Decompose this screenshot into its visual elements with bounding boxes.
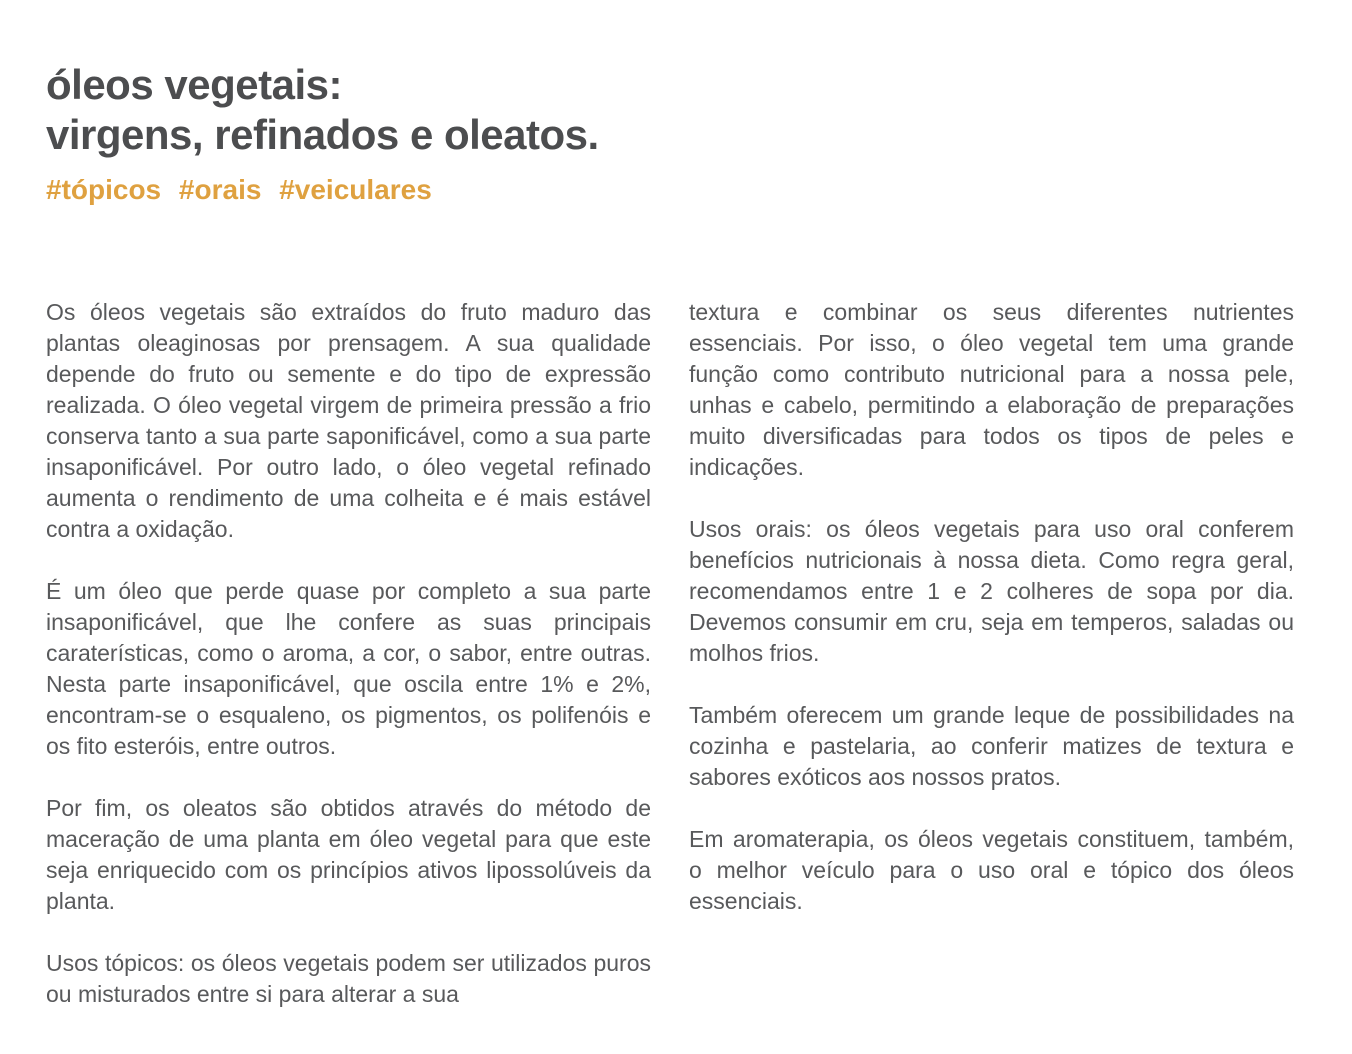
left-column [46, 297, 651, 1010]
paragraph: Os óleos vegetais são extraídos do fruto maduro das plantas oleaginosas por prensagem. A sua qualidade depende do fruto ou semente e do tipo de expressão realizada. O óleo vegetal virgem de primeira pressão a frio conserva tanto a sua parte saponificável, como a sua parte insaponificável. Por outro lado, o óleo vegetal refinado aumenta o rendimento de uma colheita e é mais estável contra a oxidação. [46, 299, 651, 542]
paragraph: Em aromaterapia, os óleos vegetais constituem, também, o melhor veículo para o uso oral e tópico dos óleos essenciais. [689, 826, 1294, 914]
article-columns [46, 297, 1294, 1010]
hashtag-orais: #orais [178, 174, 262, 205]
paragraph: É um óleo que perde quase por completo a sua parte insaponificável, que lhe confere as suas principais caraterísticas, como o aroma, a cor, o sabor, entre outras. Nesta parte insaponificável, que oscila entre 1% e 2%, encontram-se o esqualeno, os pigmentos, os polifenóis e os fito esteróis, entre outros. [46, 578, 651, 759]
paragraph: textura e combinar os seus diferentes nutrientes essenciais. Por isso, o óleo vegetal tem uma grande função como contributo nutricional para a nossa pele, unhas e cabelo, permitindo a elaboração de preparações muito diversificadas para todos os tipos de peles e indicações. [689, 299, 1294, 480]
paragraph: Usos tópicos: os óleos vegetais podem ser utilizados puros ou misturados entre si para alterar a sua [46, 950, 651, 1007]
hashtag-list [46, 173, 1294, 207]
paragraph: Usos orais: os óleos vegetais para uso oral conferem benefícios nutricionais à nossa dieta. Como regra geral, recomendamos entre 1 e 2 colheres de sopa por dia. Devemos consumir em cru, seja em temperos, saladas ou molhos frios. [689, 516, 1294, 666]
title-line-2: virgens, refinados e oleatos. [46, 111, 599, 158]
paragraph: Também oferecem um grande leque de possibilidades na cozinha e pastelaria, ao conferir matizes de textura e sabores exóticos aos nossos pratos. [689, 702, 1294, 790]
hashtag-topicos: #tópicos [46, 174, 162, 205]
title-line-1: óleos vegetais: [46, 61, 342, 108]
hashtag-veiculares: #veiculares [279, 174, 432, 205]
right-column [689, 297, 1294, 1010]
page-title [46, 60, 1294, 160]
paragraph: Por fim, os oleatos são obtidos através do método de maceração de uma planta em óleo vegetal para que este seja enriquecido com os princípios ativos lipossolúveis da planta. [46, 795, 651, 914]
